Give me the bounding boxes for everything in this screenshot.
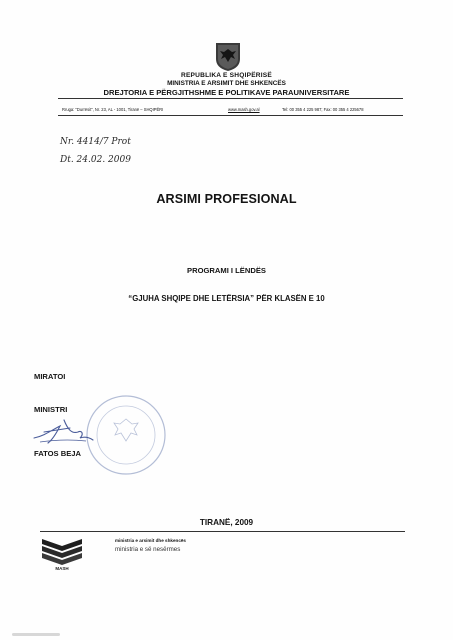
scan-artifact bbox=[12, 633, 60, 636]
place-and-year: TIRANË, 2009 bbox=[199, 518, 254, 527]
approved-label: MIRATOI bbox=[34, 372, 66, 381]
footer-ministry-name: ministria e arsimit dhe shkencës bbox=[115, 538, 186, 543]
footer-tagline: ministria e së nesërmes bbox=[115, 546, 181, 553]
program-heading: PROGRAMI I LËNDËS bbox=[187, 266, 266, 275]
ministry-logo-text: MASH bbox=[55, 566, 69, 571]
minister-label: MINISTRI bbox=[34, 405, 68, 414]
footer-rule bbox=[40, 531, 405, 532]
contact-website[interactable]: www.mash.gov.al bbox=[228, 107, 260, 112]
program-subject: “GJUHA SHQIPE DHE LETËRSIA” PËR KLASËN E 10 bbox=[128, 294, 325, 303]
official-stamp-icon bbox=[84, 393, 168, 477]
header-rule-bottom bbox=[58, 115, 403, 116]
header-directorate: DREJTORIA E PËRGJITHSHME E POLITIKAVE PARAUNIVERSITARE bbox=[103, 88, 350, 97]
contact-phone-fax: Tel: 00 355 4 225 987; Fax: 00 355 4 225678 bbox=[282, 107, 364, 112]
handwritten-date: Dt. 24.02. 2009 bbox=[60, 155, 131, 165]
header-republic: REPUBLIKA E SHQIPËRISË bbox=[181, 72, 272, 79]
ministry-logo-icon bbox=[40, 535, 84, 571]
header-ministry: MINISTRIA E ARSIMIT DHE SHKENCËS bbox=[167, 80, 286, 87]
signature-icon bbox=[30, 412, 96, 448]
coat-of-arms-icon bbox=[215, 42, 241, 72]
contact-address: Rruga: "Durrësit", Nr. 23, AL - 1001, Tiranë – SHQIPËRI bbox=[62, 107, 164, 112]
handwritten-protocol-number: Nr. 4414/7 Prot bbox=[60, 137, 131, 147]
minister-name: FATOS BEJA bbox=[34, 449, 81, 458]
document-title: ARSIMI PROFESIONAL bbox=[156, 192, 297, 206]
header-rule-top bbox=[58, 98, 403, 99]
